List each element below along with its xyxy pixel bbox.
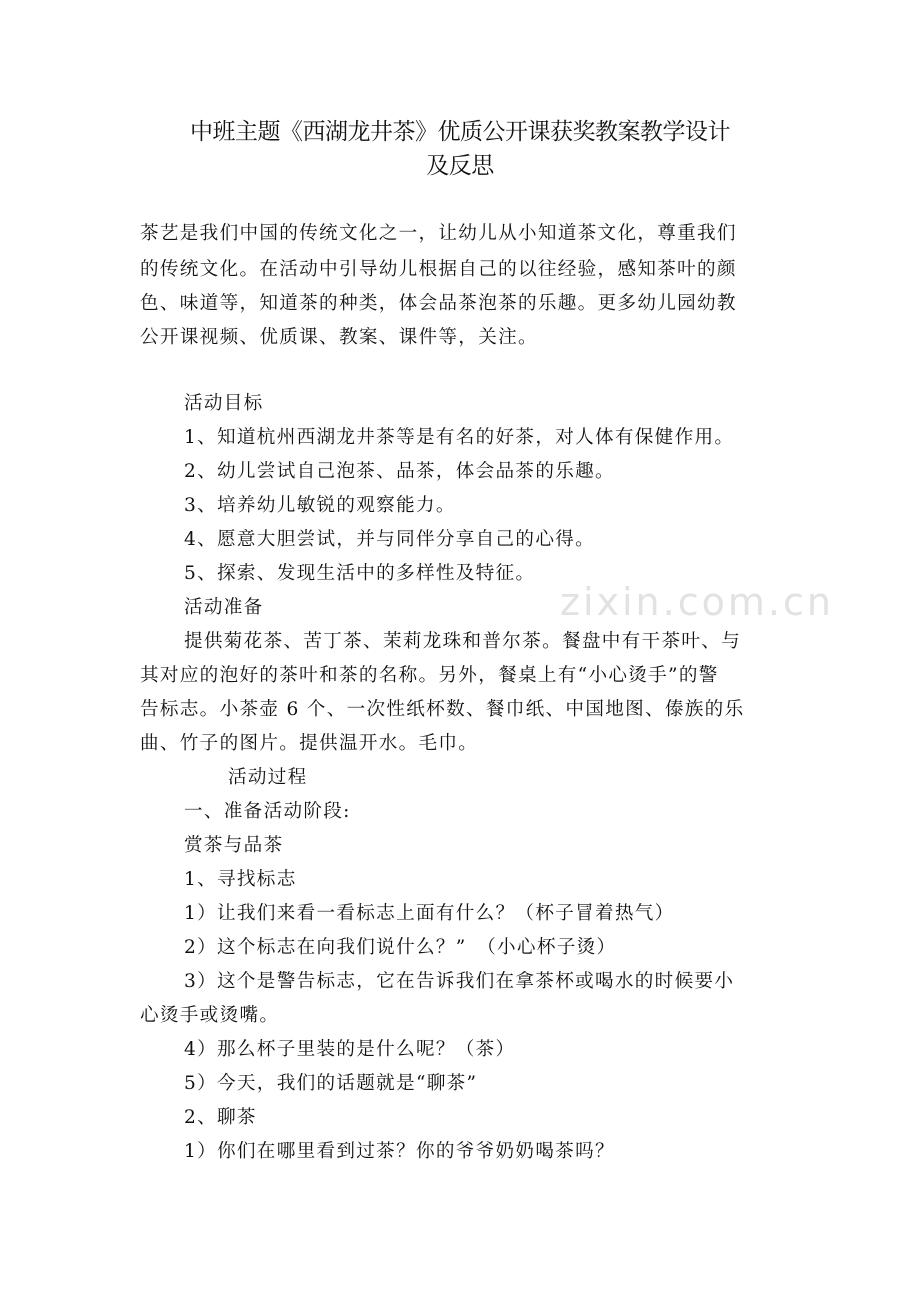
process-heading: 活动过程 xyxy=(228,767,308,788)
stage-heading: 一、准备活动阶段: xyxy=(184,801,351,822)
goal-item: 5、探索、发现生活中的多样性及特征。 xyxy=(184,563,536,584)
step2-heading: 2、聊茶 xyxy=(184,1107,257,1128)
document-title-line1: 中班主题《西湖龙井茶》优质公开课获奖教案教学设计 xyxy=(190,119,730,145)
step1-heading: 1、寻找标志 xyxy=(184,869,297,890)
step1-item: 4）那么杯子里装的是什么呢？（茶） xyxy=(184,1039,516,1060)
intro-line: 茶艺是我们中国的传统文化之一，让幼儿从小知道茶文化，尊重我们 xyxy=(140,223,737,244)
intro-line: 色、味道等，知道茶的种类，体会品茶泡茶的乐趣。更多幼儿园幼教 xyxy=(140,293,737,314)
prep-line: 告标志。小茶壶 6 个、一次性纸杯数、餐巾纸、中国地图、傣族的乐 xyxy=(140,699,745,720)
sub-heading: 赏茶与品茶 xyxy=(184,835,284,856)
intro-line: 的传统文化。在活动中引导幼儿根据自己的以往经验，感知茶叶的颜 xyxy=(140,259,737,280)
document-title-line2: 及反思 xyxy=(426,153,494,179)
prep-line: 曲、竹子的图片。提供温开水。毛巾。 xyxy=(140,733,479,754)
goal-item: 1、知道杭州西湖龙井茶等是有名的好茶，对人体有保健作用。 xyxy=(184,427,735,448)
goals-heading: 活动目标 xyxy=(184,393,264,414)
goal-item: 3、培养幼儿敏锐的观察能力。 xyxy=(184,495,456,516)
prep-line: 提供菊花茶、苦丁茶、茉莉龙珠和普尔茶。餐盘中有干茶叶、与 xyxy=(184,631,742,652)
intro-line: 公开课视频、优质课、教案、课件等，关注。 xyxy=(140,327,538,348)
watermark: zixin.com.cn xyxy=(560,580,834,624)
prep-line: 其对应的泡好的茶叶和茶的名称。另外，餐桌上有“小心烫手”的警 xyxy=(140,665,719,686)
step2-item: 1）你们在哪里看到过茶？你的爷爷奶奶喝茶吗？ xyxy=(184,1141,615,1162)
step1-item: 2）这个标志在向我们说什么？” （小心杯子烫） xyxy=(184,937,617,958)
step1-item: 心烫手或烫嘴。 xyxy=(140,1005,280,1026)
goal-item: 4、愿意大胆尝试，并与同伴分享自己的心得。 xyxy=(184,529,596,550)
prep-heading: 活动准备 xyxy=(184,597,264,618)
step1-item: 3）这个是警告标志，它在告诉我们在拿茶杯或喝水的时候要小 xyxy=(184,971,735,992)
step1-item: 5）今天，我们的话题就是“聊茶” xyxy=(184,1073,478,1094)
step1-item: 1）让我们来看一看标志上面有什么？（杯子冒着热气） xyxy=(184,903,675,924)
goal-item: 2、幼儿尝试自己泡茶、品茶，体会品茶的乐趣。 xyxy=(184,461,615,482)
